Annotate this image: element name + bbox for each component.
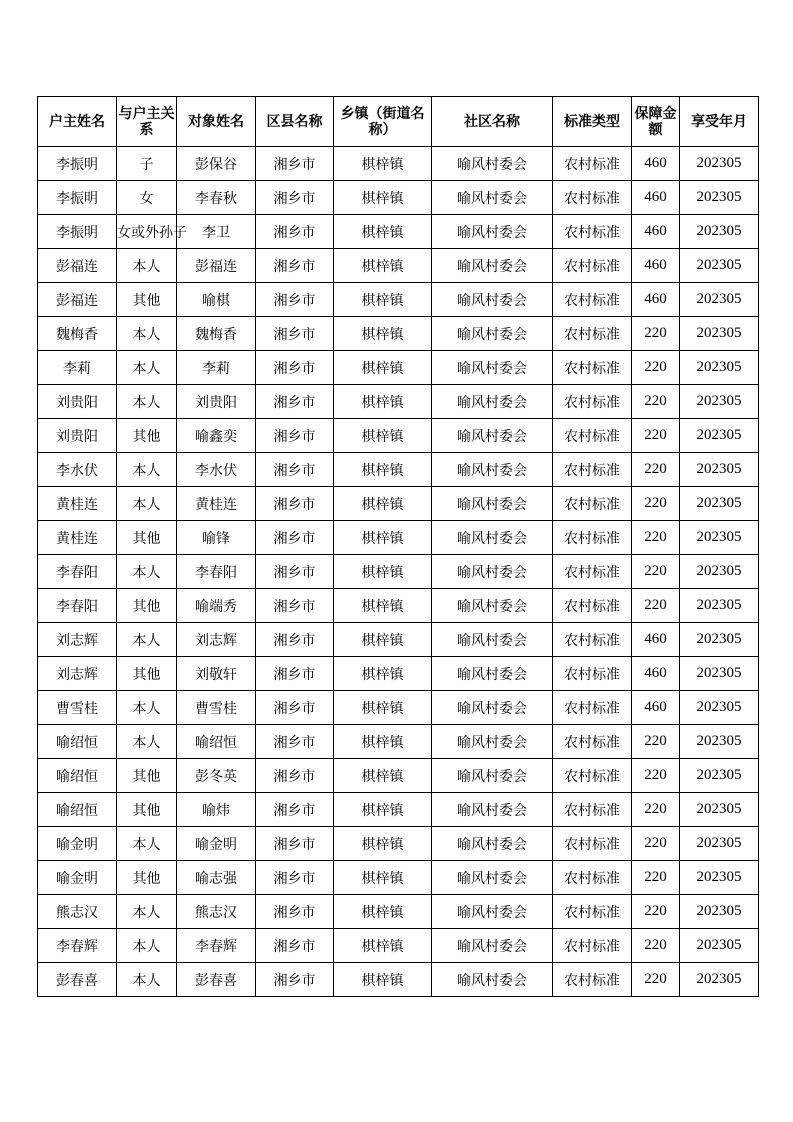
cell-recipient: 彭福连 xyxy=(177,249,256,283)
cell-community: 喻风村委会 xyxy=(432,963,553,997)
cell-standard: 农村标准 xyxy=(553,691,632,725)
cell-relation: 本人 xyxy=(117,555,177,589)
cell-amount: 220 xyxy=(632,555,680,589)
cell-town: 棋梓镇 xyxy=(334,317,432,351)
cell-community: 喻风村委会 xyxy=(432,385,553,419)
cell-county: 湘乡市 xyxy=(256,623,334,657)
cell-recipient: 喻锋 xyxy=(177,521,256,555)
cell-amount: 460 xyxy=(632,215,680,249)
cell-standard: 农村标准 xyxy=(553,181,632,215)
cell-householder: 刘志辉 xyxy=(38,657,117,691)
col-header-community: 社区名称 xyxy=(432,97,553,147)
cell-relation: 本人 xyxy=(117,827,177,861)
cell-householder: 李振明 xyxy=(38,215,117,249)
cell-relation: 其他 xyxy=(117,793,177,827)
cell-recipient: 喻金明 xyxy=(177,827,256,861)
table-row xyxy=(38,215,759,249)
cell-county: 湘乡市 xyxy=(256,793,334,827)
cell-standard: 农村标准 xyxy=(553,555,632,589)
cell-relation: 本人 xyxy=(117,895,177,929)
cell-recipient: 曹雪桂 xyxy=(177,691,256,725)
cell-relation: 女或外孙子 xyxy=(117,215,177,249)
cell-recipient: 彭春喜 xyxy=(177,963,256,997)
cell-relation: 子 xyxy=(117,147,177,181)
cell-standard: 农村标准 xyxy=(553,827,632,861)
cell-standard: 农村标准 xyxy=(553,657,632,691)
cell-standard: 农村标准 xyxy=(553,521,632,555)
cell-month: 202305 xyxy=(680,895,759,929)
cell-relation: 本人 xyxy=(117,385,177,419)
cell-relation: 其他 xyxy=(117,657,177,691)
cell-recipient: 黄桂连 xyxy=(177,487,256,521)
cell-householder: 李振明 xyxy=(38,181,117,215)
cell-recipient: 彭保谷 xyxy=(177,147,256,181)
cell-householder: 刘贵阳 xyxy=(38,419,117,453)
cell-relation: 本人 xyxy=(117,691,177,725)
cell-recipient: 刘志辉 xyxy=(177,623,256,657)
cell-relation: 本人 xyxy=(117,963,177,997)
cell-county: 湘乡市 xyxy=(256,929,334,963)
cell-month: 202305 xyxy=(680,759,759,793)
cell-community: 喻风村委会 xyxy=(432,249,553,283)
cell-householder: 喻绍恒 xyxy=(38,759,117,793)
cell-standard: 农村标准 xyxy=(553,589,632,623)
col-header-standard: 标准类型 xyxy=(553,97,632,147)
cell-standard: 农村标准 xyxy=(553,759,632,793)
cell-town: 棋梓镇 xyxy=(334,725,432,759)
header-row xyxy=(38,97,759,147)
table-row xyxy=(38,419,759,453)
cell-standard: 农村标准 xyxy=(553,963,632,997)
cell-standard: 农村标准 xyxy=(553,385,632,419)
cell-county: 湘乡市 xyxy=(256,657,334,691)
cell-amount: 460 xyxy=(632,283,680,317)
cell-householder: 黄桂连 xyxy=(38,521,117,555)
col-header-county: 区县名称 xyxy=(256,97,334,147)
cell-town: 棋梓镇 xyxy=(334,147,432,181)
cell-recipient: 喻志强 xyxy=(177,861,256,895)
cell-month: 202305 xyxy=(680,283,759,317)
cell-amount: 220 xyxy=(632,895,680,929)
cell-month: 202305 xyxy=(680,351,759,385)
cell-amount: 460 xyxy=(632,691,680,725)
cell-amount: 220 xyxy=(632,861,680,895)
cell-householder: 曹雪桂 xyxy=(38,691,117,725)
cell-community: 喻风村委会 xyxy=(432,861,553,895)
cell-amount: 220 xyxy=(632,929,680,963)
cell-householder: 彭福连 xyxy=(38,283,117,317)
cell-town: 棋梓镇 xyxy=(334,759,432,793)
cell-amount: 220 xyxy=(632,419,680,453)
cell-community: 喻风村委会 xyxy=(432,215,553,249)
cell-county: 湘乡市 xyxy=(256,725,334,759)
cell-county: 湘乡市 xyxy=(256,283,334,317)
table-row xyxy=(38,521,759,555)
cell-relation: 其他 xyxy=(117,521,177,555)
cell-month: 202305 xyxy=(680,861,759,895)
cell-amount: 220 xyxy=(632,963,680,997)
cell-county: 湘乡市 xyxy=(256,555,334,589)
cell-relation: 本人 xyxy=(117,623,177,657)
cell-relation: 本人 xyxy=(117,317,177,351)
cell-county: 湘乡市 xyxy=(256,215,334,249)
cell-community: 喻风村委会 xyxy=(432,827,553,861)
cell-month: 202305 xyxy=(680,725,759,759)
cell-standard: 农村标准 xyxy=(553,147,632,181)
cell-community: 喻风村委会 xyxy=(432,759,553,793)
cell-standard: 农村标准 xyxy=(553,861,632,895)
cell-relation: 其他 xyxy=(117,283,177,317)
cell-county: 湘乡市 xyxy=(256,317,334,351)
cell-standard: 农村标准 xyxy=(553,351,632,385)
table-row xyxy=(38,283,759,317)
cell-householder: 魏梅香 xyxy=(38,317,117,351)
table-row xyxy=(38,589,759,623)
cell-community: 喻风村委会 xyxy=(432,351,553,385)
cell-month: 202305 xyxy=(680,215,759,249)
cell-amount: 220 xyxy=(632,487,680,521)
cell-householder: 彭春喜 xyxy=(38,963,117,997)
cell-county: 湘乡市 xyxy=(256,385,334,419)
cell-community: 喻风村委会 xyxy=(432,283,553,317)
cell-standard: 农村标准 xyxy=(553,895,632,929)
cell-county: 湘乡市 xyxy=(256,487,334,521)
cell-county: 湘乡市 xyxy=(256,759,334,793)
table-row xyxy=(38,351,759,385)
cell-amount: 220 xyxy=(632,827,680,861)
cell-month: 202305 xyxy=(680,589,759,623)
cell-recipient: 刘贵阳 xyxy=(177,385,256,419)
cell-recipient: 喻端秀 xyxy=(177,589,256,623)
cell-town: 棋梓镇 xyxy=(334,419,432,453)
table-row xyxy=(38,759,759,793)
col-header-town: 乡镇（街道名称） xyxy=(334,97,432,147)
cell-recipient: 彭冬英 xyxy=(177,759,256,793)
cell-month: 202305 xyxy=(680,453,759,487)
cell-town: 棋梓镇 xyxy=(334,283,432,317)
cell-town: 棋梓镇 xyxy=(334,793,432,827)
cell-amount: 460 xyxy=(632,181,680,215)
table-row xyxy=(38,895,759,929)
cell-standard: 农村标准 xyxy=(553,725,632,759)
cell-relation: 其他 xyxy=(117,589,177,623)
cell-recipient: 喻鑫奕 xyxy=(177,419,256,453)
cell-community: 喻风村委会 xyxy=(432,521,553,555)
cell-householder: 黄桂连 xyxy=(38,487,117,521)
cell-county: 湘乡市 xyxy=(256,521,334,555)
cell-month: 202305 xyxy=(680,691,759,725)
cell-town: 棋梓镇 xyxy=(334,589,432,623)
cell-relation: 其他 xyxy=(117,419,177,453)
cell-month: 202305 xyxy=(680,555,759,589)
cell-standard: 农村标准 xyxy=(553,793,632,827)
cell-relation: 女 xyxy=(117,181,177,215)
cell-householder: 李振明 xyxy=(38,147,117,181)
col-header-amount: 保障金额 xyxy=(632,97,680,147)
cell-town: 棋梓镇 xyxy=(334,351,432,385)
cell-month: 202305 xyxy=(680,419,759,453)
cell-community: 喻风村委会 xyxy=(432,487,553,521)
col-header-recipient: 对象姓名 xyxy=(177,97,256,147)
cell-community: 喻风村委会 xyxy=(432,589,553,623)
cell-county: 湘乡市 xyxy=(256,249,334,283)
cell-recipient: 喻绍恒 xyxy=(177,725,256,759)
cell-recipient: 李水伏 xyxy=(177,453,256,487)
cell-householder: 李水伏 xyxy=(38,453,117,487)
cell-standard: 农村标准 xyxy=(553,249,632,283)
cell-relation: 其他 xyxy=(117,861,177,895)
cell-recipient: 魏梅香 xyxy=(177,317,256,351)
cell-month: 202305 xyxy=(680,385,759,419)
cell-community: 喻风村委会 xyxy=(432,181,553,215)
cell-town: 棋梓镇 xyxy=(334,385,432,419)
cell-relation: 本人 xyxy=(117,725,177,759)
cell-month: 202305 xyxy=(680,827,759,861)
cell-town: 棋梓镇 xyxy=(334,929,432,963)
cell-county: 湘乡市 xyxy=(256,861,334,895)
table-row xyxy=(38,453,759,487)
cell-recipient: 熊志汉 xyxy=(177,895,256,929)
cell-community: 喻风村委会 xyxy=(432,657,553,691)
cell-amount: 220 xyxy=(632,317,680,351)
cell-householder: 喻绍恒 xyxy=(38,725,117,759)
table-row xyxy=(38,385,759,419)
cell-month: 202305 xyxy=(680,521,759,555)
cell-county: 湘乡市 xyxy=(256,963,334,997)
cell-amount: 460 xyxy=(632,147,680,181)
cell-recipient: 李莉 xyxy=(177,351,256,385)
cell-community: 喻风村委会 xyxy=(432,147,553,181)
table-row xyxy=(38,657,759,691)
cell-community: 喻风村委会 xyxy=(432,555,553,589)
cell-amount: 460 xyxy=(632,623,680,657)
cell-town: 棋梓镇 xyxy=(334,453,432,487)
cell-householder: 李春阳 xyxy=(38,589,117,623)
cell-month: 202305 xyxy=(680,181,759,215)
cell-county: 湘乡市 xyxy=(256,589,334,623)
cell-recipient: 刘敬轩 xyxy=(177,657,256,691)
cell-recipient: 李春秋 xyxy=(177,181,256,215)
cell-community: 喻风村委会 xyxy=(432,453,553,487)
cell-county: 湘乡市 xyxy=(256,827,334,861)
cell-amount: 220 xyxy=(632,793,680,827)
cell-standard: 农村标准 xyxy=(553,929,632,963)
cell-householder: 喻金明 xyxy=(38,827,117,861)
col-header-householder: 户主姓名 xyxy=(38,97,117,147)
cell-town: 棋梓镇 xyxy=(334,555,432,589)
table-row xyxy=(38,181,759,215)
cell-town: 棋梓镇 xyxy=(334,487,432,521)
cell-standard: 农村标准 xyxy=(553,487,632,521)
cell-community: 喻风村委会 xyxy=(432,691,553,725)
table-row xyxy=(38,725,759,759)
cell-month: 202305 xyxy=(680,623,759,657)
cell-householder: 李春阳 xyxy=(38,555,117,589)
table-row xyxy=(38,317,759,351)
cell-householder: 刘志辉 xyxy=(38,623,117,657)
table-row xyxy=(38,147,759,181)
cell-amount: 460 xyxy=(632,657,680,691)
cell-amount: 220 xyxy=(632,589,680,623)
cell-amount: 220 xyxy=(632,521,680,555)
col-header-relation: 与户主关系 xyxy=(117,97,177,147)
cell-standard: 农村标准 xyxy=(553,623,632,657)
table-row xyxy=(38,623,759,657)
cell-recipient: 李春辉 xyxy=(177,929,256,963)
table-row xyxy=(38,691,759,725)
cell-community: 喻风村委会 xyxy=(432,725,553,759)
cell-county: 湘乡市 xyxy=(256,895,334,929)
cell-town: 棋梓镇 xyxy=(334,861,432,895)
cell-amount: 220 xyxy=(632,351,680,385)
cell-town: 棋梓镇 xyxy=(334,827,432,861)
cell-recipient: 喻炜 xyxy=(177,793,256,827)
cell-town: 棋梓镇 xyxy=(334,249,432,283)
table-row xyxy=(38,929,759,963)
cell-householder: 熊志汉 xyxy=(38,895,117,929)
cell-town: 棋梓镇 xyxy=(334,963,432,997)
cell-relation: 本人 xyxy=(117,249,177,283)
cell-relation: 本人 xyxy=(117,351,177,385)
cell-town: 棋梓镇 xyxy=(334,657,432,691)
cell-community: 喻风村委会 xyxy=(432,929,553,963)
cell-month: 202305 xyxy=(680,657,759,691)
cell-county: 湘乡市 xyxy=(256,181,334,215)
cell-town: 棋梓镇 xyxy=(334,181,432,215)
cell-standard: 农村标准 xyxy=(553,419,632,453)
cell-relation: 本人 xyxy=(117,453,177,487)
cell-relation: 本人 xyxy=(117,929,177,963)
cell-county: 湘乡市 xyxy=(256,453,334,487)
cell-month: 202305 xyxy=(680,317,759,351)
cell-amount: 220 xyxy=(632,453,680,487)
cell-month: 202305 xyxy=(680,487,759,521)
cell-householder: 李莉 xyxy=(38,351,117,385)
cell-county: 湘乡市 xyxy=(256,351,334,385)
cell-community: 喻风村委会 xyxy=(432,623,553,657)
cell-town: 棋梓镇 xyxy=(334,895,432,929)
cell-month: 202305 xyxy=(680,929,759,963)
cell-community: 喻风村委会 xyxy=(432,793,553,827)
cell-householder: 喻金明 xyxy=(38,861,117,895)
cell-standard: 农村标准 xyxy=(553,283,632,317)
cell-relation: 其他 xyxy=(117,759,177,793)
cell-town: 棋梓镇 xyxy=(334,521,432,555)
cell-recipient: 李春阳 xyxy=(177,555,256,589)
cell-community: 喻风村委会 xyxy=(432,895,553,929)
cell-county: 湘乡市 xyxy=(256,691,334,725)
table-row xyxy=(38,963,759,997)
cell-recipient: 喻棋 xyxy=(177,283,256,317)
cell-standard: 农村标准 xyxy=(553,317,632,351)
cell-month: 202305 xyxy=(680,793,759,827)
col-header-month: 享受年月 xyxy=(680,97,759,147)
cell-month: 202305 xyxy=(680,963,759,997)
table-row xyxy=(38,555,759,589)
cell-county: 湘乡市 xyxy=(256,147,334,181)
cell-amount: 460 xyxy=(632,249,680,283)
cell-town: 棋梓镇 xyxy=(334,691,432,725)
cell-householder: 彭福连 xyxy=(38,249,117,283)
cell-community: 喻风村委会 xyxy=(432,419,553,453)
cell-county: 湘乡市 xyxy=(256,419,334,453)
cell-community: 喻风村委会 xyxy=(432,317,553,351)
cell-householder: 李春辉 xyxy=(38,929,117,963)
table-row xyxy=(38,487,759,521)
cell-amount: 220 xyxy=(632,385,680,419)
cell-relation: 本人 xyxy=(117,487,177,521)
cell-month: 202305 xyxy=(680,249,759,283)
table-row xyxy=(38,793,759,827)
cell-recipient: 李卫 xyxy=(177,215,256,249)
cell-town: 棋梓镇 xyxy=(334,623,432,657)
cell-standard: 农村标准 xyxy=(553,453,632,487)
cell-standard: 农村标准 xyxy=(553,215,632,249)
table-row xyxy=(38,861,759,895)
cell-amount: 220 xyxy=(632,759,680,793)
cell-householder: 喻绍恒 xyxy=(38,793,117,827)
cell-month: 202305 xyxy=(680,147,759,181)
cell-amount: 220 xyxy=(632,725,680,759)
cell-town: 棋梓镇 xyxy=(334,215,432,249)
table-row xyxy=(38,249,759,283)
cell-householder: 刘贵阳 xyxy=(38,385,117,419)
table-row xyxy=(38,827,759,861)
assistance-table xyxy=(37,96,759,997)
